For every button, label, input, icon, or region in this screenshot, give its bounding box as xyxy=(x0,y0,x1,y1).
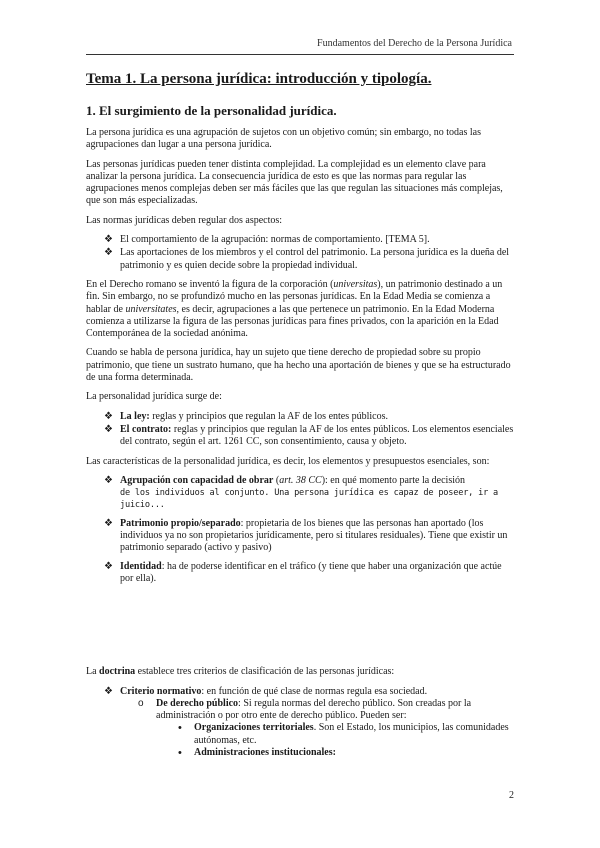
diamond-bullet-icon: ❖ xyxy=(104,234,113,246)
blank-space xyxy=(86,592,514,666)
diamond-bullet-icon: ❖ xyxy=(104,517,113,529)
paragraph-complexity: Las personas jurídicas pueden tener distinta complejidad. La complejidad es un elemento clave para analizar la persona jurídica. La consecuencia jurídica de esto es que las normas para regular las agrupaciones menos complejas deben ser más fáciles que las que regulan las situaciones más complejas, que son más especializadas. xyxy=(86,158,503,207)
list-item: ❖ Las aportaciones de los miembros y el control del patrimonio. La persona jurídica es la dueña del patrimonio y es quien decide sobre la propiedad individual. xyxy=(104,247,510,271)
circle-bullet-icon: o xyxy=(138,697,144,709)
list-item: o De derecho público: Si regula normas del derecho público. Son creadas por la administración o por otro ente de derecho público. Pueden ser: • Organizaciones territoriales. Son el Estado, los municipios, las comunidades autónomas, etc. • Administraciones institucionales: xyxy=(138,698,514,759)
paragraph-property: Cuando se habla de persona jurídica, hay un sujeto que tiene derecho de propiedad sobre su propio patrimonio, que tiene un sustrato humano, que ha hecho una aportación de bienes y que se ha estructurado de una forma determinada. xyxy=(86,347,511,384)
diamond-bullet-icon: ❖ xyxy=(104,423,113,435)
list-item: ❖ Patrimonio propio/separado: propietaria de los bienes que las personas han aportado (los individuos ya no son propietarios jurídicamente, pero si titulares residuales). Tiene que existir un patrimonio separado (activo y pasivo) xyxy=(104,517,508,554)
list-item: ❖ Criterio normativo: en función de qué clase de normas regula esa sociedad. o De derecho público: Si regula normas del derecho público. Son creadas por la administración o por otro ente de derecho público. Pueden ser: • Organizaciones territoriales. Son el Estado, los municipios, las comunidades autónomas, etc. • Administraciones institucionales: xyxy=(104,686,514,760)
list-item: ❖ Identidad: ha de poderse identificar en el tráfico (y tiene que haber una organización que actúe por ella). xyxy=(104,560,502,584)
header-divider xyxy=(86,54,514,55)
paragraph-doctrine: La doctrina establece tres criterios de clasificación de las personas jurídicas: xyxy=(86,666,395,678)
handwritten-note: de los individuos al conjunto. Una persona jurídica es capaz de poseer, ir a juicio... xyxy=(120,488,499,511)
sublist xyxy=(120,698,514,759)
section-heading: 1. El surgimiento de la personalidad jurídica. xyxy=(86,103,337,118)
diamond-bullet-icon: ❖ xyxy=(104,474,113,486)
list-item: ❖ Agrupación con capacidad de obrar (art. 38 CC): en qué momento parte la decisión de los individuos al conjunto. Una persona jurídica es capaz de poseer, ir a juicio... xyxy=(104,474,499,511)
criteria-list xyxy=(86,686,514,760)
list-item: ❖ El contrato: reglas y principios que regulan la AF de los entes públicos. Los elementos esenciales del contrato, según el art. 1261 CC, son consentimiento, causa y objeto. xyxy=(104,423,514,448)
list-item: ❖ La ley: reglas y principios que regulan la AF de los entes públicos. xyxy=(104,410,389,422)
page-content xyxy=(86,70,514,766)
traits-list xyxy=(86,475,514,585)
aspects-list xyxy=(86,234,514,272)
paragraph-aspects-intro: Las normas jurídicas deben regular dos aspectos: xyxy=(86,214,283,226)
sources-list xyxy=(86,411,514,449)
paragraph-traits-intro: Las características de la personalidad jurídica, es decir, los elementos y presupuestos esenciales, son: xyxy=(86,455,490,467)
paragraph-sources-intro: La personalidad jurídica surge de: xyxy=(86,391,222,403)
running-header: Fundamentos del Derecho de la Persona Jurídica xyxy=(317,38,512,49)
subsublist xyxy=(156,722,514,759)
diamond-bullet-icon: ❖ xyxy=(104,685,113,697)
diamond-bullet-icon: ❖ xyxy=(104,247,113,259)
chapter-title: Tema 1. La persona jurídica: introducción y tipología. xyxy=(86,71,432,87)
paragraph-definition: La persona jurídica es una agrupación de sujetos con un objetivo común; sin embargo, no todas las agrupaciones dan lugar a una persona jurídica. xyxy=(86,127,481,151)
page-number: 2 xyxy=(509,790,514,801)
diamond-bullet-icon: ❖ xyxy=(104,560,113,572)
paragraph-history: En el Derecho romano se inventó la figura de la corporación (universitas), un patrimonio destinado a un fin. Sin embargo, no se profundizó mucho en las personas jurídicas. En la Edad Media se comienza a hablar de universitates, es decir, agrupaciones a las que pertenece un patrimonio. En la Edad Moderna comienza a utilizarse la figura de las personas jurídicas para fines privados, con la aparición en la Edad Contemporánea de la sociedad anónima. xyxy=(86,278,503,340)
list-item: ❖ El comportamiento de la agrupación: normas de comportamiento. [TEMA 5]. xyxy=(104,234,430,246)
list-item: • Organizaciones territoriales. Son el Estado, los municipios, las comunidades autónomas, etc. xyxy=(178,722,509,746)
diamond-bullet-icon: ❖ xyxy=(104,410,113,422)
dot-bullet-icon: • xyxy=(178,722,182,735)
dot-bullet-icon: • xyxy=(178,746,182,759)
list-item: • Administraciones institucionales: xyxy=(178,746,336,759)
